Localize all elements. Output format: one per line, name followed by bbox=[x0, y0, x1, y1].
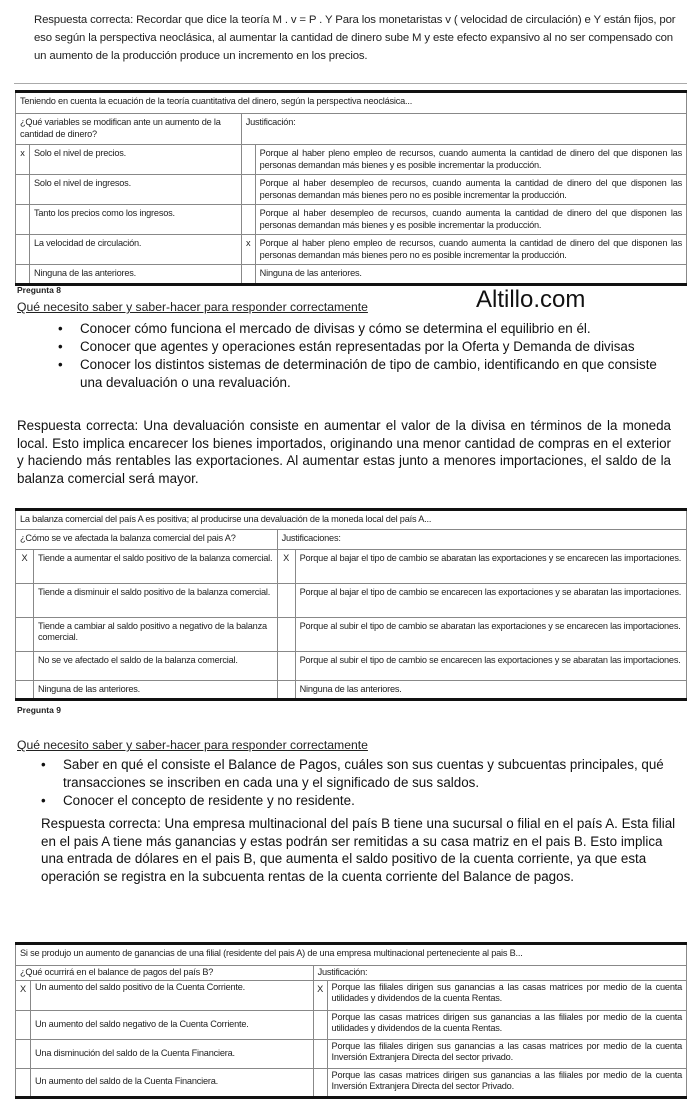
justification-checkbox[interactable] bbox=[277, 617, 295, 651]
table-row bbox=[16, 205, 687, 235]
justification-checkbox[interactable] bbox=[241, 265, 255, 285]
bullet-list bbox=[80, 320, 680, 392]
option-checkbox[interactable] bbox=[16, 617, 34, 651]
section-heading: Qué necesito saber y saber-hacer para responder correctamente bbox=[17, 738, 368, 752]
justification-checkbox[interactable] bbox=[313, 1010, 327, 1039]
question-table-3 bbox=[15, 942, 687, 1099]
justification-text: Ninguna de las anteriores. bbox=[295, 680, 686, 700]
bullet-item: • Conocer que agentes y operaciones están representadas por la Oferta y Demanda de divisas bbox=[80, 338, 680, 356]
table-row bbox=[16, 1068, 687, 1097]
question-label: Pregunta 9 bbox=[17, 705, 61, 715]
option-checkbox[interactable]: X bbox=[16, 549, 34, 583]
justification-text: Porque las casas matrices dirigen sus ganancias a las filiales por medio de la cuenta Inversión Extranjera Directa del sector Privado. bbox=[327, 1068, 686, 1097]
table-row bbox=[16, 680, 687, 700]
option-checkbox[interactable] bbox=[16, 1039, 31, 1068]
option-checkbox[interactable] bbox=[16, 1010, 31, 1039]
table-row bbox=[16, 980, 687, 1010]
justification-text: Porque al haber pleno empleo de recursos, cuando aumenta la cantidad de dinero del que disponen las personas demandan más bienes pero no es posible incrementar la producción. bbox=[255, 235, 686, 265]
option-text: Ninguna de las anteriores. bbox=[33, 680, 277, 700]
justification-checkbox[interactable] bbox=[277, 651, 295, 680]
question-header: ¿Qué ocurrirá en el balance de pagos del país B? bbox=[16, 966, 314, 981]
bullet-item: • Saber en qué el consiste el Balance de Pagos, cuáles son sus cuentas y subcuentas principales, qué transacciones se inscriben en cada una y el significado de sus saldos. bbox=[63, 756, 685, 792]
option-text: Un aumento del saldo de la Cuenta Financiera. bbox=[30, 1068, 313, 1097]
option-checkbox[interactable] bbox=[16, 205, 30, 235]
divider bbox=[14, 83, 687, 84]
option-checkbox[interactable] bbox=[16, 175, 30, 205]
justification-checkbox[interactable] bbox=[241, 175, 255, 205]
option-text: Tanto los precios como los ingresos. bbox=[29, 205, 241, 235]
option-checkbox[interactable]: x bbox=[16, 145, 30, 175]
table-row bbox=[16, 235, 687, 265]
justification-header: Justificaciones: bbox=[277, 529, 686, 549]
option-text: Tiende a aumentar el saldo positivo de la balanza comercial. bbox=[33, 549, 277, 583]
option-text: Ninguna de las anteriores. bbox=[29, 265, 241, 285]
bullet-item: • Conocer el concepto de residente y no residente. bbox=[63, 792, 685, 810]
question-label: Pregunta 8 bbox=[17, 285, 61, 295]
option-text: Solo el nivel de precios. bbox=[29, 145, 241, 175]
justification-checkbox[interactable] bbox=[313, 1068, 327, 1097]
option-checkbox[interactable] bbox=[16, 235, 30, 265]
question-header: ¿Qué variables se modifican ante un aumento de la cantidad de dinero? bbox=[16, 114, 242, 145]
option-text: Tiende a cambiar al saldo positivo a negativo de la balanza comercial. bbox=[33, 617, 277, 651]
table-title: Si se produjo un aumento de ganancias de una filial (residente del pais A) de una empresa multinacional perteneciente al pais B... bbox=[16, 944, 687, 966]
justification-checkbox[interactable] bbox=[313, 1039, 327, 1068]
table-title: La balanza comercial del país A es positiva; al producirse una devaluación de la moneda local del país A... bbox=[16, 510, 687, 530]
table-row bbox=[16, 1010, 687, 1039]
table-row bbox=[16, 145, 687, 175]
justification-header: Justificación: bbox=[313, 966, 686, 981]
option-checkbox[interactable] bbox=[16, 651, 34, 680]
justification-checkbox[interactable]: X bbox=[313, 980, 327, 1010]
question-table-1 bbox=[15, 90, 687, 286]
justification-text: Porque al bajar el tipo de cambio se encarecen las exportaciones y se abaratan las importaciones. bbox=[295, 583, 686, 617]
section-heading: Qué necesito saber y saber-hacer para responder correctamente bbox=[17, 300, 368, 314]
answer-paragraph: Respuesta correcta: Una empresa multinacional del país B tiene una sucursal o filial en el país A. Esta filial en el pais A tiene más ganancias y estas podrán ser remitidas a su casa matriz en el pais B. Esto implica una entrada de dólares en el pais B, que aumenta el saldo positivo de la cuenta corriente, ya que esta operación se registra en la subcuenta rentas de la cuenta corriente del Balance de pagos. bbox=[41, 816, 676, 884]
justification-text: Ninguna de las anteriores. bbox=[255, 265, 686, 285]
watermark-logo: Altillo.com bbox=[476, 286, 586, 313]
table-row bbox=[16, 617, 687, 651]
option-checkbox[interactable] bbox=[16, 583, 34, 617]
table-title: Teniendo en cuenta la ecuación de la teoría cuantitativa del dinero, según la perspectiva neoclásica... bbox=[16, 92, 687, 114]
table-row bbox=[16, 1039, 687, 1068]
option-text: La velocidad de circulación. bbox=[29, 235, 241, 265]
justification-checkbox[interactable]: X bbox=[277, 549, 295, 583]
table-row bbox=[16, 549, 687, 583]
option-text: Solo el nivel de ingresos. bbox=[29, 175, 241, 205]
answer-paragraph: Respuesta correcta: Una devaluación consiste en aumentar el valor de la divisa en términos de la moneda local. Esto implica encarecer los bienes importados, originando una menor cantidad de compras en el exterior y haciendo más rentables las exportaciones. Al aumentar estas junto a menores importaciones, el saldo de la balanza comercial será mayor. bbox=[17, 418, 671, 486]
option-checkbox[interactable] bbox=[16, 680, 34, 700]
justification-checkbox[interactable] bbox=[277, 680, 295, 700]
justification-text: Porque al haber desempleo de recursos, cuando aumenta la cantidad de dinero del que disponen las personas demandan más bienes y es posible incrementar la producción. bbox=[255, 205, 686, 235]
justification-header: Justificación: bbox=[241, 114, 686, 145]
table-row bbox=[16, 583, 687, 617]
table-row bbox=[16, 265, 687, 285]
bullet-list bbox=[63, 756, 685, 810]
justification-text: Porque las filiales dirigen sus ganancias a las casas matrices por medio de la cuenta Inversión Extranjera Directa del sector privado. bbox=[327, 1039, 686, 1068]
justification-text: Porque al bajar el tipo de cambio se abaratan las exportaciones y se encarecen las importaciones. bbox=[295, 549, 686, 583]
option-text: Una disminución del saldo de la Cuenta Financiera. bbox=[30, 1039, 313, 1068]
option-checkbox[interactable]: X bbox=[16, 980, 31, 1010]
justification-text: Porque las casas matrices dirigen sus ganancias a las filiales por medio de la cuenta utilidades y dividendos de la cuenta Rentas. bbox=[327, 1010, 686, 1039]
table-row bbox=[16, 651, 687, 680]
option-text: Un aumento del saldo positivo de la Cuenta Corriente. bbox=[30, 980, 313, 1010]
option-text: No se ve afectado el saldo de la balanza comercial. bbox=[33, 651, 277, 680]
justification-checkbox[interactable]: x bbox=[241, 235, 255, 265]
option-checkbox[interactable] bbox=[16, 1068, 31, 1097]
option-text: Un aumento del saldo negativo de la Cuenta Corriente. bbox=[30, 1010, 313, 1039]
bullet-item: • Conocer cómo funciona el mercado de divisas y cómo se determina el equilibrio en él. bbox=[80, 320, 680, 338]
justification-text: Porque las filiales dirigen sus ganancias a las casas matrices por medio de la cuenta utilidades y dividendos de la cuenta Rentas. bbox=[327, 980, 686, 1010]
justification-text: Porque al haber pleno empleo de recursos, cuando aumenta la cantidad de dinero del que disponen las personas demandan más bienes y es posible incrementar la producción. bbox=[255, 145, 686, 175]
table-row bbox=[16, 175, 687, 205]
question-header: ¿Cómo se ve afectada la balanza comercial del pais A? bbox=[16, 529, 278, 549]
justification-text: Porque al subir el tipo de cambio se encarecen las exportaciones y se abaratan las importaciones. bbox=[295, 651, 686, 680]
justification-checkbox[interactable] bbox=[277, 583, 295, 617]
question-table-2 bbox=[15, 508, 687, 701]
justification-checkbox[interactable] bbox=[241, 205, 255, 235]
justification-checkbox[interactable] bbox=[241, 145, 255, 175]
bullet-item: • Conocer los distintos sistemas de determinación de tipo de cambio, identificando en que consiste una devaluación o una revaluación. bbox=[80, 356, 680, 392]
intro-answer-text: Respuesta correcta: Recordar que dice la teoría M . v = P . Y Para los monetaristas v ( velocidad de circulación) e Y están fijos, por eso según la perspectiva neoclásica, al aumentar la cantidad de dinero sube M y este efecto expansivo al no ser compensado con un aumento de la producción produce un incremento en los precios. bbox=[34, 14, 676, 62]
option-checkbox[interactable] bbox=[16, 265, 30, 285]
justification-text: Porque al subir el tipo de cambio se abaratan las exportaciones y se encarecen las importaciones. bbox=[295, 617, 686, 651]
justification-text: Porque al haber desempleo de recursos, cuando aumenta la cantidad de dinero del que disponen las personas demandan más bienes pero no es posible incrementar la producción. bbox=[255, 175, 686, 205]
option-text: Tiende a disminuir el saldo positivo de la balanza comercial. bbox=[33, 583, 277, 617]
